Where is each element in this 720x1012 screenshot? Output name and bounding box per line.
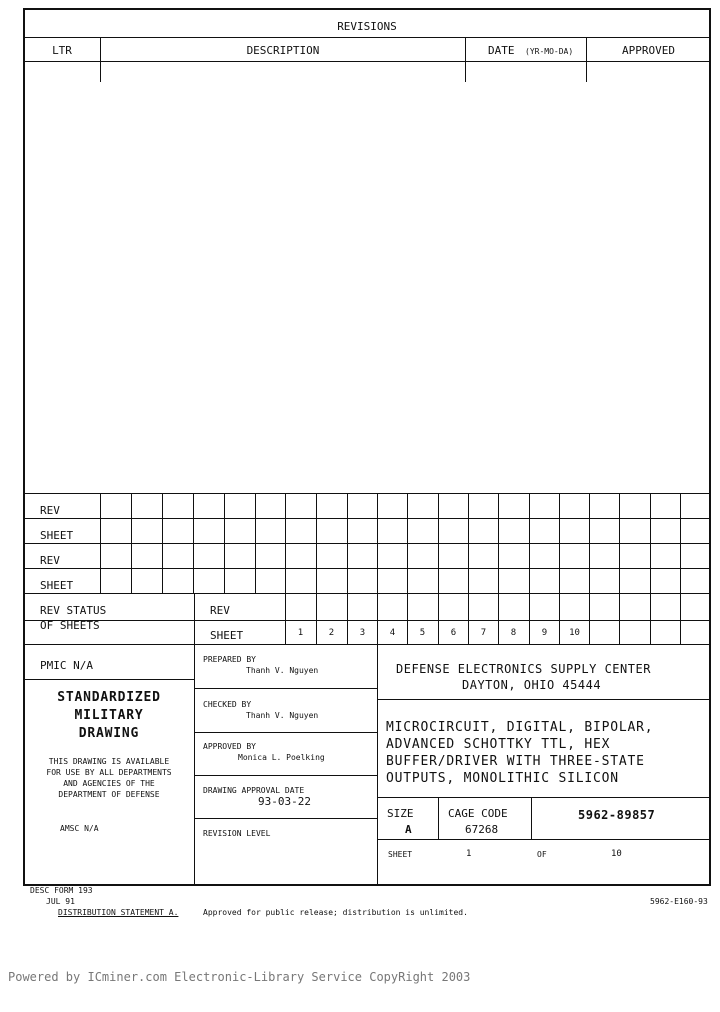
approval-date: 93-03-22	[258, 795, 311, 808]
prepared-by-label: PREPARED BY	[203, 655, 256, 664]
revision-level-label: REVISION LEVEL	[203, 829, 271, 838]
distribution-label: DISTRIBUTION STATEMENT A.	[58, 908, 179, 917]
grid-line	[131, 493, 132, 593]
grid-line	[407, 493, 408, 593]
divider	[377, 699, 710, 700]
grid-line	[193, 493, 194, 593]
approved-by-name: Monica L. Poelking	[238, 753, 325, 762]
divider	[100, 37, 101, 82]
drawing-title-line: OUTPUTS, MONOLITHIC SILICON	[386, 771, 619, 786]
of-sheets-label: OF SHEETS	[40, 619, 100, 632]
rev-status-label: REV STATUS	[40, 604, 107, 617]
form-code: 5962-E160-93	[650, 897, 708, 906]
standardized-line2: MILITARY	[74, 708, 144, 723]
grid-line	[162, 493, 163, 593]
divider	[586, 37, 587, 82]
divider	[194, 818, 377, 819]
grid-line	[24, 518, 710, 519]
grid-line	[194, 593, 195, 644]
sheet-number-cell: 10	[569, 628, 580, 638]
grid-line	[650, 593, 651, 644]
divider	[465, 37, 466, 82]
sheet-number-cell: 7	[480, 628, 487, 638]
checked-by-label: CHECKED BY	[203, 700, 252, 709]
col-date-format: (YR-MO-DA)	[525, 47, 574, 56]
rev-label: REV	[40, 554, 60, 567]
drawing-title-line: MICROCIRCUIT, DIGITAL, BIPOLAR,	[386, 720, 654, 735]
revisions-title: REVISIONS	[337, 20, 397, 33]
availability-text: DEPARTMENT OF DEFENSE	[58, 790, 160, 799]
divider	[194, 732, 377, 733]
total-sheets: 10	[611, 849, 622, 859]
amsc: AMSC N/A	[60, 824, 99, 833]
powered-by-footer: Powered by ICminer.com Electronic-Library Service CopyRight 2003	[8, 970, 471, 984]
of-label: OF	[537, 850, 547, 859]
prepared-by-name: Thanh V. Nguyen	[246, 666, 319, 675]
divider	[24, 679, 194, 680]
col-ltr: LTR	[52, 44, 72, 57]
col-date: DATE	[488, 44, 515, 57]
form-number: DESC FORM 193	[30, 886, 93, 895]
grid-line	[24, 593, 710, 594]
standardized-line1: STANDARDIZED	[57, 690, 161, 705]
size-value: A	[405, 823, 412, 836]
grid-line	[24, 493, 710, 494]
sheet-number-cell: 4	[389, 628, 396, 638]
grid-line	[100, 493, 101, 593]
divider	[377, 839, 710, 840]
grid-line	[24, 568, 710, 569]
grid-line	[377, 493, 378, 593]
drawing-title-line: ADVANCED SCHOTTKY TTL, HEX	[386, 737, 611, 752]
sheet-number-cell: 8	[510, 628, 517, 638]
col-approved: APPROVED	[622, 44, 675, 57]
approved-by-label: APPROVED BY	[203, 742, 256, 751]
agency-city: DAYTON, OHIO 45444	[462, 678, 602, 692]
grid-line	[194, 620, 710, 621]
sheet-number-cell: 9	[541, 628, 548, 638]
grid-line	[498, 493, 499, 593]
grid-line	[589, 493, 590, 593]
standardized-line3: DRAWING	[78, 726, 140, 741]
agency-name: DEFENSE ELECTRONICS SUPPLY CENTER	[396, 662, 651, 676]
form-date: JUL 91	[46, 897, 75, 906]
grid-line	[529, 493, 530, 593]
cage-code-value: 67268	[465, 823, 499, 836]
grid-line	[468, 493, 469, 593]
divider	[194, 644, 195, 884]
grid-line	[559, 493, 560, 593]
divider	[531, 797, 532, 839]
divider	[377, 797, 710, 798]
grid-line	[347, 493, 348, 593]
sheet-number-cell: 2	[328, 628, 335, 638]
grid-line	[438, 493, 439, 593]
sheet-of-label: SHEET	[388, 850, 413, 859]
divider	[194, 775, 377, 776]
sheet-label: SHEET	[40, 579, 74, 592]
sheet-number-cell: 3	[359, 628, 366, 638]
distribution-text: Approved for public release; distribution is unlimited.	[203, 908, 468, 917]
sheet-label: SHEET	[210, 629, 244, 642]
grid-line	[255, 493, 256, 593]
approval-date-label: DRAWING APPROVAL DATE	[203, 786, 305, 795]
divider	[194, 688, 377, 689]
grid-line	[680, 593, 681, 644]
checked-by-name: Thanh V. Nguyen	[246, 711, 319, 720]
availability-text: AND AGENCIES OF THE	[63, 779, 155, 788]
sheet-label: SHEET	[40, 529, 74, 542]
divider	[24, 37, 710, 38]
sheet-number-cell: 5	[419, 628, 426, 638]
rev-label: REV	[210, 604, 230, 617]
grid-line	[285, 493, 286, 593]
grid-line	[619, 493, 620, 593]
divider	[377, 644, 378, 884]
availability-text: FOR USE BY ALL DEPARTMENTS	[46, 768, 172, 777]
availability-text: THIS DRAWING IS AVAILABLE	[48, 757, 170, 766]
drawing-number: 5962-89857	[578, 808, 656, 822]
grid-line	[224, 493, 225, 593]
size-label: SIZE	[387, 807, 414, 820]
divider	[438, 797, 439, 839]
drawing-title-line: BUFFER/DRIVER WITH THREE-STATE	[386, 754, 645, 769]
grid-line	[680, 493, 681, 593]
col-description: DESCRIPTION	[246, 44, 320, 57]
rev-label: REV	[40, 504, 60, 517]
cage-code-label: CAGE CODE	[448, 807, 508, 820]
grid-line	[619, 593, 620, 644]
pmic: PMIC N/A	[40, 659, 93, 672]
grid-line	[24, 543, 710, 544]
sheet-number-cell: 6	[450, 628, 457, 638]
grid-line	[650, 493, 651, 593]
sheet-number-cell: 1	[297, 628, 304, 638]
divider	[24, 644, 710, 645]
divider	[24, 61, 710, 62]
sheet-number: 1	[466, 849, 472, 859]
grid-line	[316, 493, 317, 593]
